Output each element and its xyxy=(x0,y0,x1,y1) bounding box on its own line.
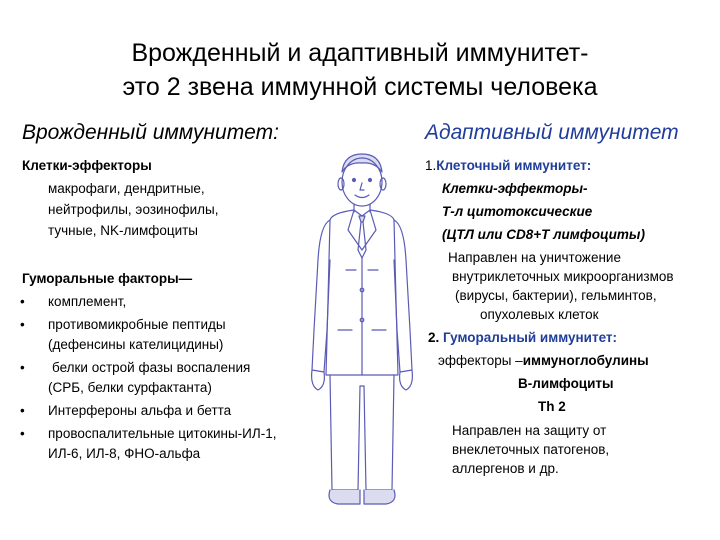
bullet-2: • xyxy=(20,317,25,332)
humoral-item-interferons: Интерфероны альфа и бетта xyxy=(48,403,232,418)
humoral-item-cytokines: провоспалительные цитокины-ИЛ-1, xyxy=(48,426,277,441)
cellular-target-line-2: внутриклеточных микроорганизмов xyxy=(452,269,674,284)
th2-label: Th 2 xyxy=(538,399,566,414)
innate-effectors-title: Клетки-эффекторы xyxy=(22,158,152,173)
bullet-3: • xyxy=(20,360,25,375)
slide-title-line-1: Врожденный и адаптивный иммунитет- xyxy=(131,39,589,67)
humoral-effectors-prefix: эффекторы – xyxy=(438,353,523,368)
cellular-immunity-heading xyxy=(425,157,591,174)
humoral-target-line-2: внеклеточных патогенов, xyxy=(452,442,610,457)
cellular-immunity-title: Клеточный иммунитет: xyxy=(436,158,592,173)
humoral-immunity-heading xyxy=(428,329,617,346)
humoral-item-peptides-detail: (дефенсины кателицидины) xyxy=(48,337,224,352)
innate-effectors-line-1: макрофаги, дендритные, xyxy=(48,181,205,196)
cellular-target-line-3: (вирусы, бактерии), гельминтов, xyxy=(455,288,657,303)
bullet-4: • xyxy=(20,403,25,418)
humoral-item-peptides: противомикробные пептиды xyxy=(48,317,226,332)
humoral-immunity-title: Гуморальный иммунитет: xyxy=(443,330,618,345)
cytotoxic-t-cells: Т-л цитотоксические xyxy=(442,204,593,219)
slide-title-line-2: это 2 звена иммунной системы человека xyxy=(122,73,598,101)
humoral-item-complement: комплемент, xyxy=(48,294,127,309)
cellular-target-line-4: опухолевых клеток xyxy=(480,307,599,322)
innate-effectors-line-3: тучные, NK-лимфоциты xyxy=(48,223,199,238)
humoral-target-line-1: Направлен на защиту от xyxy=(452,423,607,438)
bullet-5: • xyxy=(20,426,25,441)
man-in-suit-drawing-icon xyxy=(290,150,430,515)
humoral-factors-title: Гуморальные факторы— xyxy=(22,271,193,286)
b-lymphocytes-label: В-лимфоциты xyxy=(518,376,614,391)
cellular-effectors-label: Клетки-эффекторы- xyxy=(442,181,588,196)
humoral-target-line-3: аллергенов и др. xyxy=(452,461,559,476)
bullet-1: • xyxy=(20,294,25,309)
innate-effectors-line-2: нейтрофилы, эозинофилы, xyxy=(48,202,219,217)
cellular-target-line-1: Направлен на уничтожение xyxy=(448,250,621,265)
humoral-effectors-line xyxy=(438,352,649,369)
innate-immunity-heading: Врожденный иммунитет: xyxy=(22,121,279,144)
humoral-item-acute-phase-detail: (СРБ, белки сурфактанта) xyxy=(48,380,212,395)
immunoglobulins-label: иммуноглобулины xyxy=(522,353,649,368)
slide-title xyxy=(0,36,720,104)
humoral-item-cytokines-detail: ИЛ-6, ИЛ-8, ФНО-альфа xyxy=(48,446,201,461)
cellular-number: 1. xyxy=(425,158,437,173)
ctl-cd8-label: (ЦТЛ или CD8+Т лимфоциты) xyxy=(442,227,645,242)
humoral-number: 2. xyxy=(428,330,440,345)
humoral-item-acute-phase: белки острой фазы воспаления xyxy=(52,360,251,375)
adaptive-immunity-heading: Адаптивный иммунитет xyxy=(425,121,679,144)
